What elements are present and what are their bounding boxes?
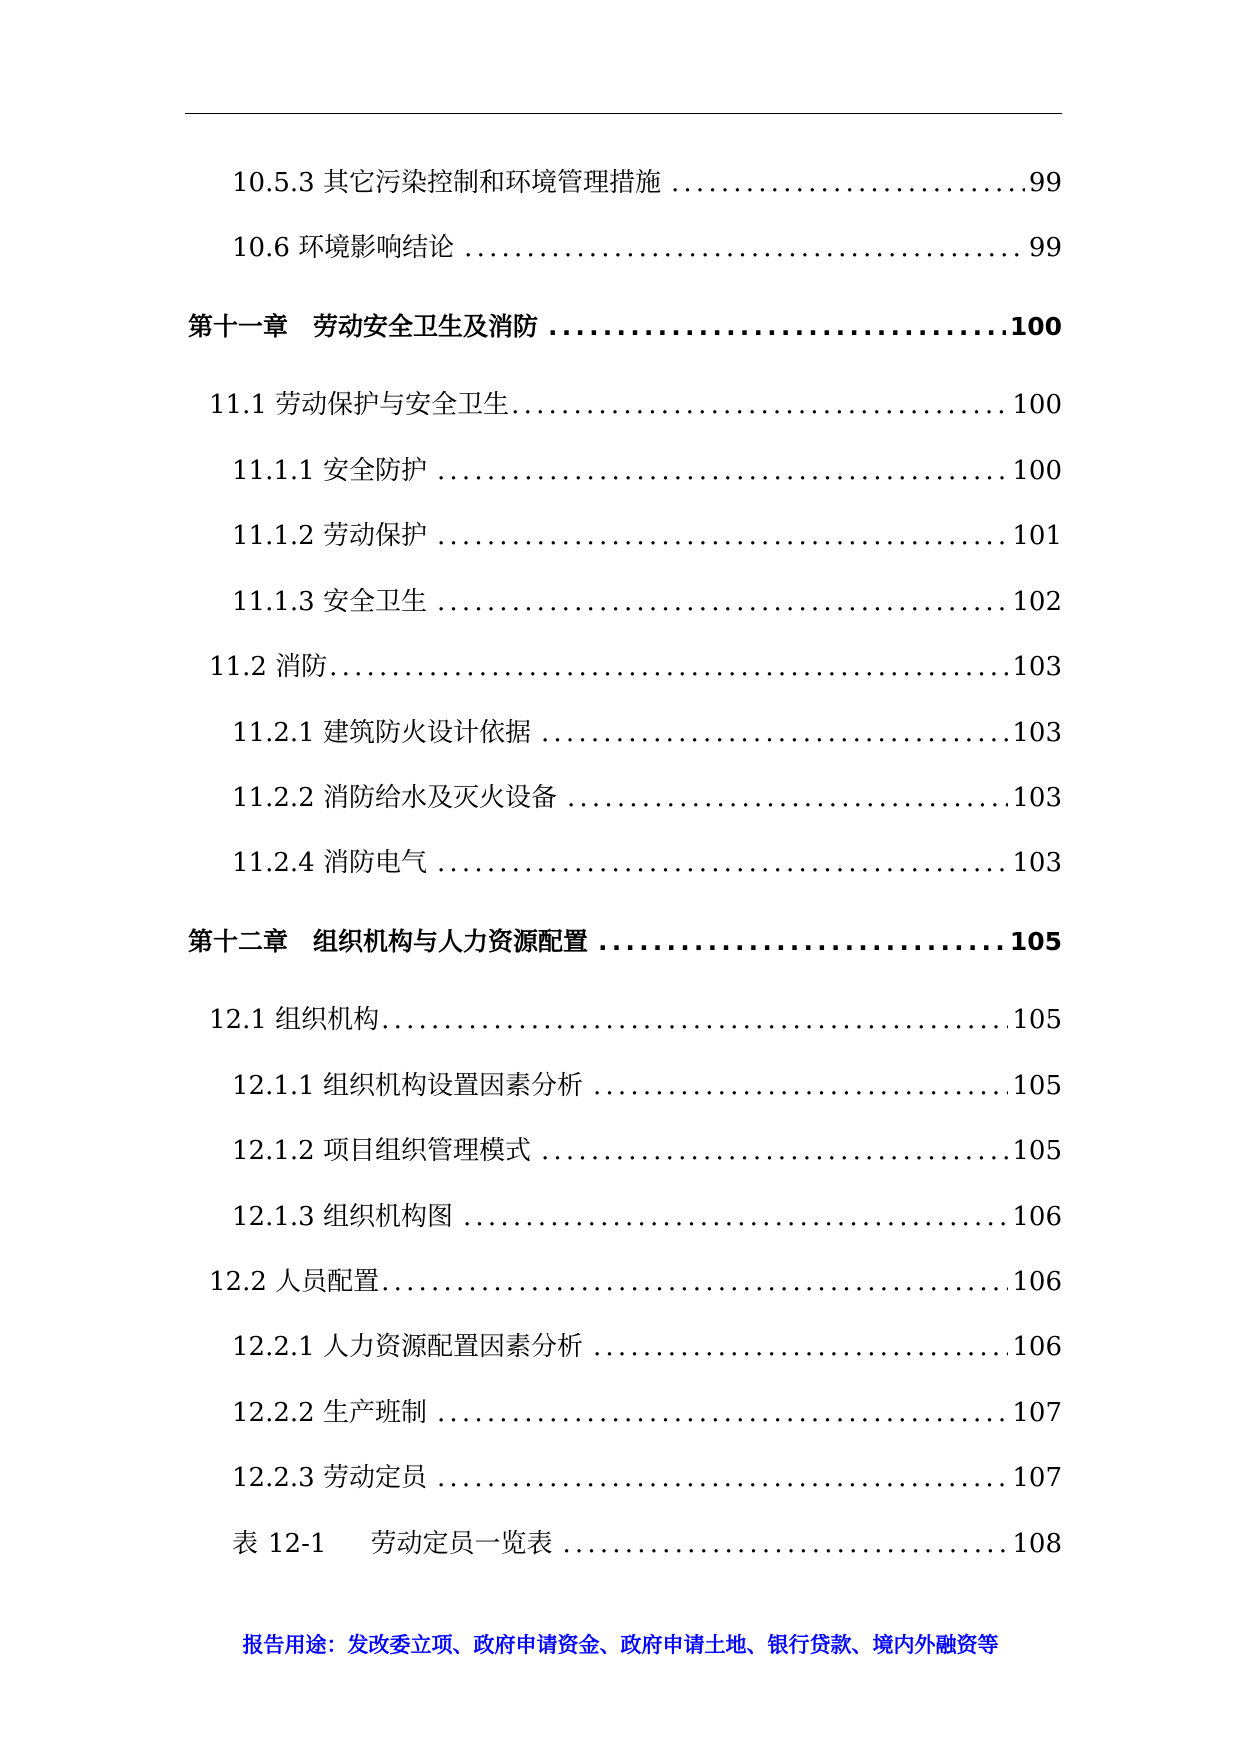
toc-dot-leader	[671, 163, 1025, 203]
header-rule	[185, 113, 1062, 114]
toc-entry[interactable]	[0, 1458, 1062, 1498]
toc-page-number: 106	[1012, 1332, 1062, 1362]
toc-entry-title: 12.2.1 人力资源配置因素分析	[232, 1332, 583, 1362]
toc-page-number: 102	[1012, 587, 1062, 617]
toc-page-number: 103	[1012, 783, 1062, 813]
toc-entry-title: 11.2.4 消防电气	[232, 848, 427, 878]
toc-page-number: 100	[1009, 312, 1062, 341]
toc-dot-leader	[437, 843, 1008, 883]
toc-entry[interactable]	[0, 778, 1062, 818]
toc-entry[interactable]	[0, 228, 1062, 268]
toc-page-number: 105	[1012, 1071, 1062, 1101]
toc-entry[interactable]	[0, 1131, 1062, 1171]
toc-table-title: 劳动定员一览表	[370, 1529, 553, 1559]
toc-entry-title: 12.1.2 项目组织管理模式	[232, 1136, 531, 1166]
toc-entry-title: 10.6 环境影响结论	[232, 233, 455, 263]
toc-page-number: 100	[1012, 390, 1062, 420]
toc-page-number: 100	[1012, 456, 1062, 486]
toc-entry[interactable]	[0, 385, 1062, 425]
toc-page-number: 99	[1028, 233, 1062, 263]
toc-dot-leader	[541, 713, 1008, 753]
toc-dot-leader	[437, 1393, 1008, 1433]
toc-chapter-entry[interactable]	[0, 922, 1062, 962]
toc-page-number: 99	[1028, 168, 1062, 198]
toc-entry[interactable]	[0, 1327, 1062, 1367]
toc-dot-leader	[548, 307, 1006, 347]
toc-dot-leader	[562, 1524, 1008, 1564]
toc-entry[interactable]	[0, 843, 1062, 883]
toc-page-number: 101	[1012, 521, 1062, 551]
toc-dot-leader	[511, 385, 1008, 425]
toc-entry[interactable]	[0, 713, 1062, 753]
toc-entry-title: 10.5.3 其它污染控制和环境管理措施	[232, 168, 661, 198]
toc-dot-leader	[464, 228, 1025, 268]
toc-entry-title: 12.2.3 劳动定员	[232, 1463, 427, 1493]
toc-dot-leader	[329, 647, 1008, 687]
toc-entry-title: 11.1.1 安全防护	[232, 456, 427, 486]
toc-entry[interactable]	[0, 451, 1062, 491]
toc-entry-title: 12.1 组织机构	[209, 1005, 380, 1035]
toc-dot-leader	[593, 1327, 1008, 1367]
toc-entry-title: 11.2 消防	[209, 652, 328, 682]
toc-page-number: 107	[1012, 1463, 1062, 1493]
toc-entry[interactable]	[0, 163, 1062, 203]
toc-entry-title: 第十二章 组织机构与人力资源配置	[188, 927, 589, 956]
toc-entry[interactable]	[0, 647, 1062, 687]
toc-dot-leader	[463, 1197, 1008, 1237]
toc-entry-title	[232, 1524, 552, 1564]
toc-entry-title: 11.1.3 安全卫生	[232, 587, 427, 617]
toc-table-entry[interactable]	[0, 1524, 1062, 1564]
toc-entry-title: 第十一章 劳动安全卫生及消防	[188, 312, 539, 341]
toc-dot-leader	[381, 1262, 1008, 1302]
toc-page-number: 106	[1012, 1267, 1062, 1297]
toc-entry-title: 12.1.3 组织机构图	[232, 1202, 453, 1232]
toc-page-number: 103	[1012, 652, 1062, 682]
toc-entry[interactable]	[0, 1262, 1062, 1302]
toc-entry-title: 11.1.2 劳动保护	[232, 521, 427, 551]
toc-entry[interactable]	[0, 582, 1062, 622]
toc-page-number: 108	[1012, 1529, 1062, 1559]
report-usage-footer: 报告用途：发改委立项、政府申请资金、政府申请土地、银行贷款、境内外融资等	[242, 1633, 999, 1657]
toc-entry[interactable]	[0, 516, 1062, 556]
toc-dot-leader	[593, 1066, 1008, 1106]
toc-page-number: 107	[1012, 1398, 1062, 1428]
toc-table-label: 表	[232, 1529, 259, 1559]
toc-page-number: 106	[1012, 1202, 1062, 1232]
toc-table-number: 12-1	[268, 1529, 327, 1559]
toc-entry[interactable]	[0, 1197, 1062, 1237]
toc-chapter-entry[interactable]	[0, 307, 1062, 347]
toc-page-number: 105	[1012, 1136, 1062, 1166]
toc-page-number: 105	[1012, 1005, 1062, 1035]
toc-dot-leader	[437, 516, 1008, 556]
toc-page-number: 103	[1012, 848, 1062, 878]
toc-entry-title: 12.2.2 生产班制	[232, 1398, 427, 1428]
toc-dot-leader	[598, 922, 1006, 962]
toc-entry[interactable]	[0, 1066, 1062, 1106]
toc-dot-leader	[381, 1000, 1008, 1040]
toc-entry-title: 11.1 劳动保护与安全卫生	[209, 390, 510, 420]
toc-dot-leader	[437, 1458, 1008, 1498]
toc-dot-leader	[437, 451, 1008, 491]
toc-dot-leader	[437, 582, 1008, 622]
toc-entry[interactable]	[0, 1000, 1062, 1040]
toc-page-number: 103	[1012, 718, 1062, 748]
toc-entry[interactable]	[0, 1393, 1062, 1433]
toc-entry-title: 12.2 人员配置	[209, 1267, 380, 1297]
toc-entry-title: 11.2.1 建筑防火设计依据	[232, 718, 531, 748]
toc-entry-title: 11.2.2 消防给水及灭火设备	[232, 783, 557, 813]
toc-entry-title: 12.1.1 组织机构设置因素分析	[232, 1071, 583, 1101]
toc-dot-leader	[541, 1131, 1008, 1171]
toc-dot-leader	[567, 778, 1008, 818]
toc-page-number: 105	[1009, 927, 1062, 956]
